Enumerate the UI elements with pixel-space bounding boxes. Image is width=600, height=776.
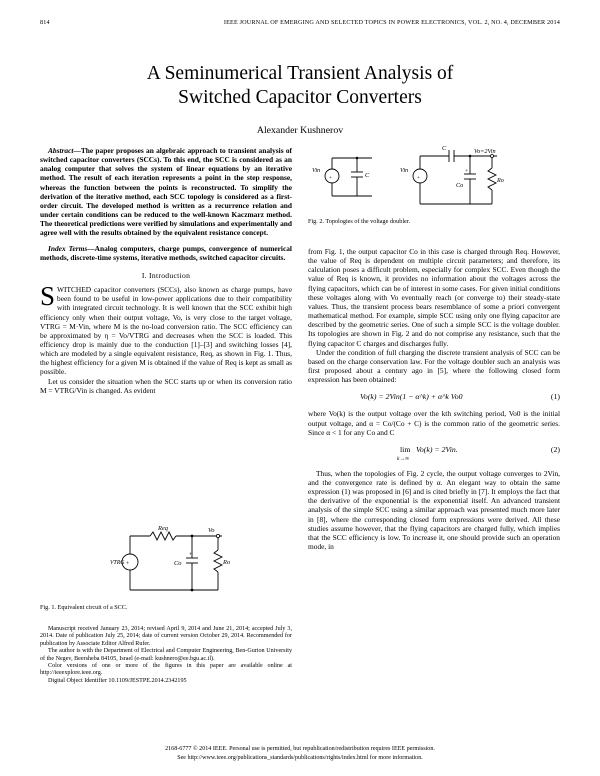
- index-terms: [40, 244, 292, 262]
- equation-2: [308, 441, 560, 467]
- fig2-circuit: [312, 146, 532, 214]
- right-paragraph-4: Thus, when the topologies of Fig. 2 cycle, the output voltage converges to 2Vin, and the convergence rate is defined by α. An elegant way to obtain the same expression (1) was proposed in [6] and is cited briefly in [7]. It employs the fact that the derivative of the exponential is the exponential itself. An advanced transient analysis of the simple SCC using a similar approach was presented much more later in [8], where the corresponding closed form expressions were derived. All these studies assume however, that the flying capacitors are charged fully, which implies that the SCC efficiency is low. To increase it, one should provide such an operation mode, in: [308, 468, 560, 552]
- equation-2-number: (2): [550, 444, 560, 454]
- intro-paragraph-1: [40, 281, 292, 377]
- fig2-caption: Fig. 2. Topologies of the voltage doubler.: [308, 218, 411, 225]
- footnotes: [40, 626, 292, 685]
- index-terms-text: —Analog computers, charge pumps, convergence of numerical methods, discrete-time systems, iterative methods, switched capacitor circuits.: [40, 243, 292, 262]
- equation-1-number: (1): [550, 392, 560, 402]
- equation-2-limit-sub: k→∞: [397, 455, 410, 462]
- copyright-line-1: 2168-6777 © 2014 IEEE. Personal use is permitted, but republication/redistribution requires IEEE permission.: [165, 746, 435, 752]
- fig2-label-vin-2: Vin: [400, 167, 409, 174]
- fig2-label-ro: Ro: [497, 177, 504, 184]
- fig2-label-co: Co: [456, 182, 464, 189]
- title-line-2: Switched Capacitor Converters: [178, 87, 422, 108]
- fig1-label-co: Co: [174, 560, 182, 567]
- fig1-caption: Fig. 1. Equivalent circuit of a SCC.: [40, 604, 128, 611]
- equation-2-lim: lim: [400, 444, 411, 454]
- left-column: [40, 146, 292, 395]
- fig1-label-vo: Vo: [208, 527, 215, 534]
- equation-1-text: Vo(k) = 2Vin(1 − α^k) + α^k Vo0: [360, 392, 463, 402]
- right-column: [308, 247, 560, 551]
- fig2-label-vin-1: Vin: [312, 167, 321, 174]
- fig2-cap-sign: +: [465, 168, 469, 174]
- footnote-affiliation: The author is with the Department of Electrical and Computer Engineering, Ben-Gurion University of the Negev, Beersheba 84105, Israel (e-mail: kushnero@ee.bgu.ac.il).: [40, 648, 292, 662]
- fig1-resistor-ro: [214, 550, 222, 572]
- fig2-label-c-1: C: [365, 172, 370, 179]
- journal-header: IEEE JOURNAL OF EMERGING AND SELECTED TOPICS IN POWER ELECTRONICS, VOL. 2, NO. 4, DECEMBER 2014: [223, 19, 560, 26]
- fig1-label-vtrg: VTRG: [110, 560, 125, 566]
- fig2-label-vo: Vo=2Vin: [474, 148, 496, 155]
- fig2-resistor-ro: [488, 168, 496, 190]
- fig1-source-sign: +: [126, 561, 130, 567]
- fig1-label-ro: Ro: [223, 559, 231, 566]
- intro-paragraph-1-text: WITCHED capacitor converters (SCCs), also known as charge pumps, have been found to be useful in low-power applications due to their compatibility with integrated circuit technology. It is well known that the SCC exhibit high efficiency only when their output voltage, Vo, is very close to the target voltage, VTRG = M·Vin, where M is the no-load conversion ratio. The SCC efficiency can be approximated by η = Vo/VTRG and decreases when the SCC is loaded. This efficiency drop is mainly due to the conduction [1]–[3] and switching losses [4], which are modeled by a single equivalent resistance, Req, as shown in Fig. 1. Thus, the highest efficiency for a given M is obtained if the value of Req is kept as small as possible.: [40, 285, 292, 377]
- abstract: [40, 146, 292, 238]
- fig2-label-c-2: C: [442, 146, 447, 152]
- section-heading-introduction: I. Introduction: [141, 270, 191, 280]
- right-paragraph-2: Under the condition of full charging the discrete transient analysis of SCC can be based on the charge conservation law. For the voltage doubler such an analysis was first proposed about a century ago in [5], where the following closed form expression has been obtained:: [308, 347, 560, 385]
- drop-cap: S: [40, 281, 56, 312]
- footnote-color: Color versions of one or more of the figures in this paper are available online at http://ieeexplore.ieee.org.: [40, 663, 292, 677]
- fig1-label-req: Req: [158, 525, 168, 532]
- equation-1: [308, 388, 560, 407]
- abstract-label: Abstract: [48, 146, 74, 155]
- footnote-doi: Digital Object Identifier 10.1109/JESTPE.2014.2342195: [48, 677, 187, 684]
- right-paragraph-1: from Fig. 1, the output capacitor Co in this case is charged through Req. However, the value of Req is dependent on multiple circuit parameters; and therefore, its calculation poses a difficult problem, especially for complex SCC. Even though the value of Req is known, it provides no information about the voltages across the flying capacitors, which can be of interest in some cases. For given initial conditions these voltages along with Vo eventually reach (or converge to) their steady-state values. Thus, the transient process bears resemblance of some a priori convergent mathematical method. For example, simple SCC using only one flying capacitor are described by the geometric series. One of such a simple SCC is the voltage doubler. Its topologies are shown in Fig. 2 and do not comprise any resistance, such that the flying capacitor C charges and discharges fully.: [308, 247, 560, 348]
- equation-2-text: Vo(k) = 2Vin.: [416, 444, 458, 454]
- copyright-line-2: See http://www.ieee.org/publications_standards/publications/rights/index.html for more information.: [177, 755, 423, 761]
- index-terms-label: Index Terms: [48, 243, 88, 253]
- footnote-manuscript: Manuscript received January 23, 2014; revised April 9, 2014 and June 21, 2014; accepted July 3, 2014. Date of publication July 25, 2014; date of current version October 29, 2014. Recommended for publication by Associate Editor Alfred Rufer.: [40, 626, 292, 647]
- fig1-cap-sign: +: [189, 552, 193, 558]
- fig1-resistor-req: [150, 532, 176, 540]
- paper-title: [60, 62, 540, 110]
- abstract-text: —The paper proposes an algebraic approach to transient analysis of switched capacitor converters (SCCs). To this end, the SCC is considered as an analog computer that solves the system of linear equations by an iterative method. The result of each iteration represents a point in the step response, whereas the function between the points is reconstructed. To simplify the derivation of the iterative method, each SCC topology is considered as a first-order circuit. The developed method is written as a recurrence relation and under certain conditions can be reduced to the well-known Kaczmarz method. The theoretical predictions were verified by simulations and experimentally and agree well with the results obtained by the equivalent resistance concept.: [40, 146, 292, 238]
- right-paragraph-3: where Vo(k) is the output voltage over the kth switching period, Vo0 is the initial output voltage, and α = Co/(Co + C) is the common ratio of the geometric series. Since α < 1 for any Co and C: [308, 409, 560, 437]
- fig2-source-sign-2: +: [417, 175, 421, 181]
- page-number: 814: [40, 19, 50, 26]
- title-line-1: A Seminumerical Transient Analysis of: [146, 63, 454, 84]
- fig2-source-sign-1: +: [329, 175, 333, 181]
- intro-paragraph-2: Let us consider the situation when the SCC starts up or when its conversion ratio M = VTRG/Vin is changed. As evident: [40, 376, 292, 395]
- author: Alexander Kushnerov: [256, 125, 344, 136]
- fig1-circuit: [110, 524, 240, 600]
